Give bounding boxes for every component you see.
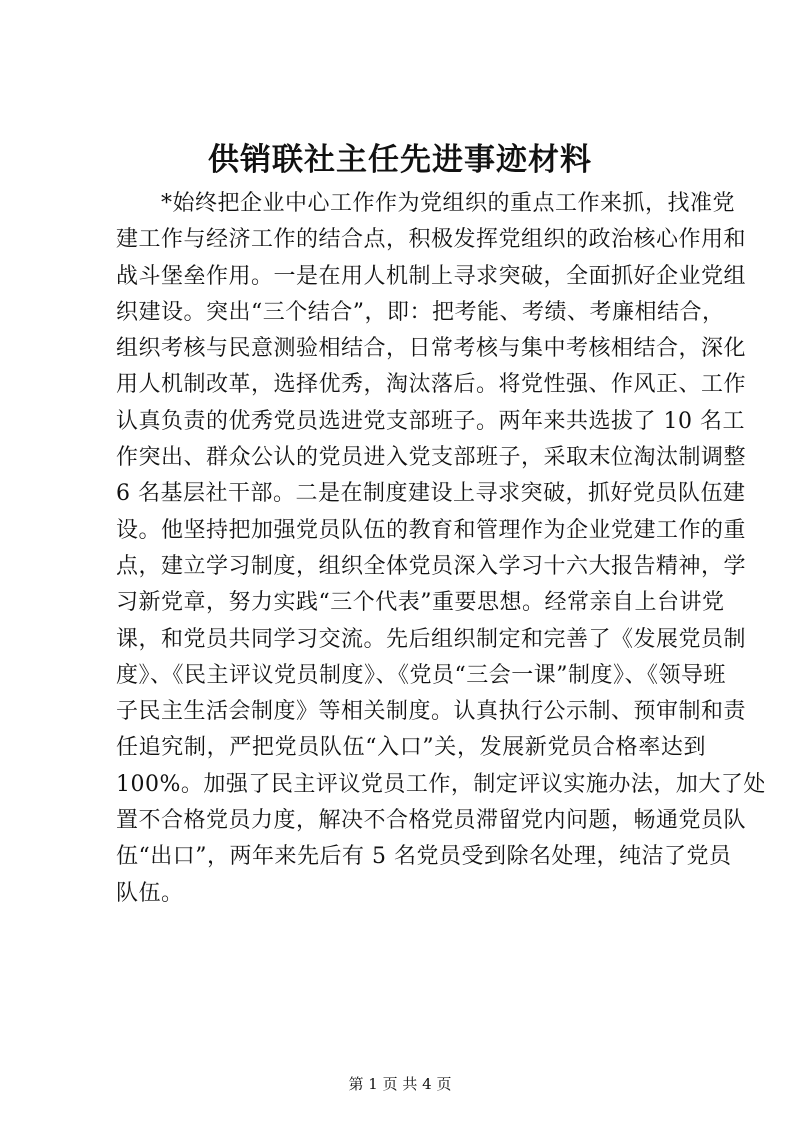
text-line: 战斗堡垒作用。一是在用人机制上寻求突破，全面抓好企业党组 — [116, 263, 747, 289]
text-line: 习新党章，努力实践“三个代表”重要思想。经常亲自上台讲党 — [116, 590, 725, 616]
text-line: 组织考核与民意测验相结合，日常考核与集中考核相结合，深化 — [116, 336, 747, 362]
text-line: 建工作与经济工作的结合点，积极发挥党组织的政治核心作用和 — [116, 227, 747, 253]
text-line: 作突出、群众公认的党员进入党支部班子，采取末位淘汰制调整 — [116, 445, 747, 471]
text-line: 设。他坚持把加强党员队伍的教育和管理作为企业党建工作的重 — [116, 517, 747, 543]
text-line: 队伍。 — [116, 880, 184, 906]
text-line: 认真负责的优秀党员选进党支部班子。两年来共选拔了 10 名工 — [116, 408, 745, 434]
text-line: 用人机制改革，选择优秀，淘汰落后。将党性强、作风正、工作 — [116, 372, 747, 398]
text-line: 点，建立学习制度，组织全体党员深入学习十六大报告精神，学 — [116, 553, 747, 579]
text-line: 度》、《民主评议党员制度》、《党员“三会一课”制度》、《领导班 — [116, 662, 726, 688]
document-title: 供销联社主任先进事迹材料 — [208, 142, 592, 178]
text-line: 任追究制，严把党员队伍“入口”关，发展新党员合格率达到 — [116, 735, 706, 761]
text-line: 织建设。突出“三个结合”，即：把考能、考绩、考廉相结合， — [116, 299, 725, 325]
body-paragraph — [116, 186, 766, 912]
text-line: 置不合格党员力度，解决不合格党员滞留党内问题，畅通党员队 — [116, 808, 747, 834]
text-line: *始终把企业中心工作作为党组织的重点工作来抓，找准党 — [116, 191, 736, 216]
text-line: 课，和党员共同学习交流。先后组织制定和完善了《发展党员制 — [116, 626, 747, 652]
text-line: 100%。加强了民主评议党员工作，制定评议实施办法，加大了处 — [116, 771, 766, 797]
text-line: 子民主生活会制度》等相关制度。认真执行公示制、预审制和责 — [116, 699, 747, 725]
page-footer: 第 1 页 共 4 页 — [348, 1075, 452, 1093]
text-line: 伍“出口”，两年来先后有 5 名党员受到除名处理，纯洁了党员 — [116, 844, 732, 870]
text-line: 6 名基层社干部。二是在制度建设上寻求突破，抓好党员队伍建 — [116, 481, 746, 507]
